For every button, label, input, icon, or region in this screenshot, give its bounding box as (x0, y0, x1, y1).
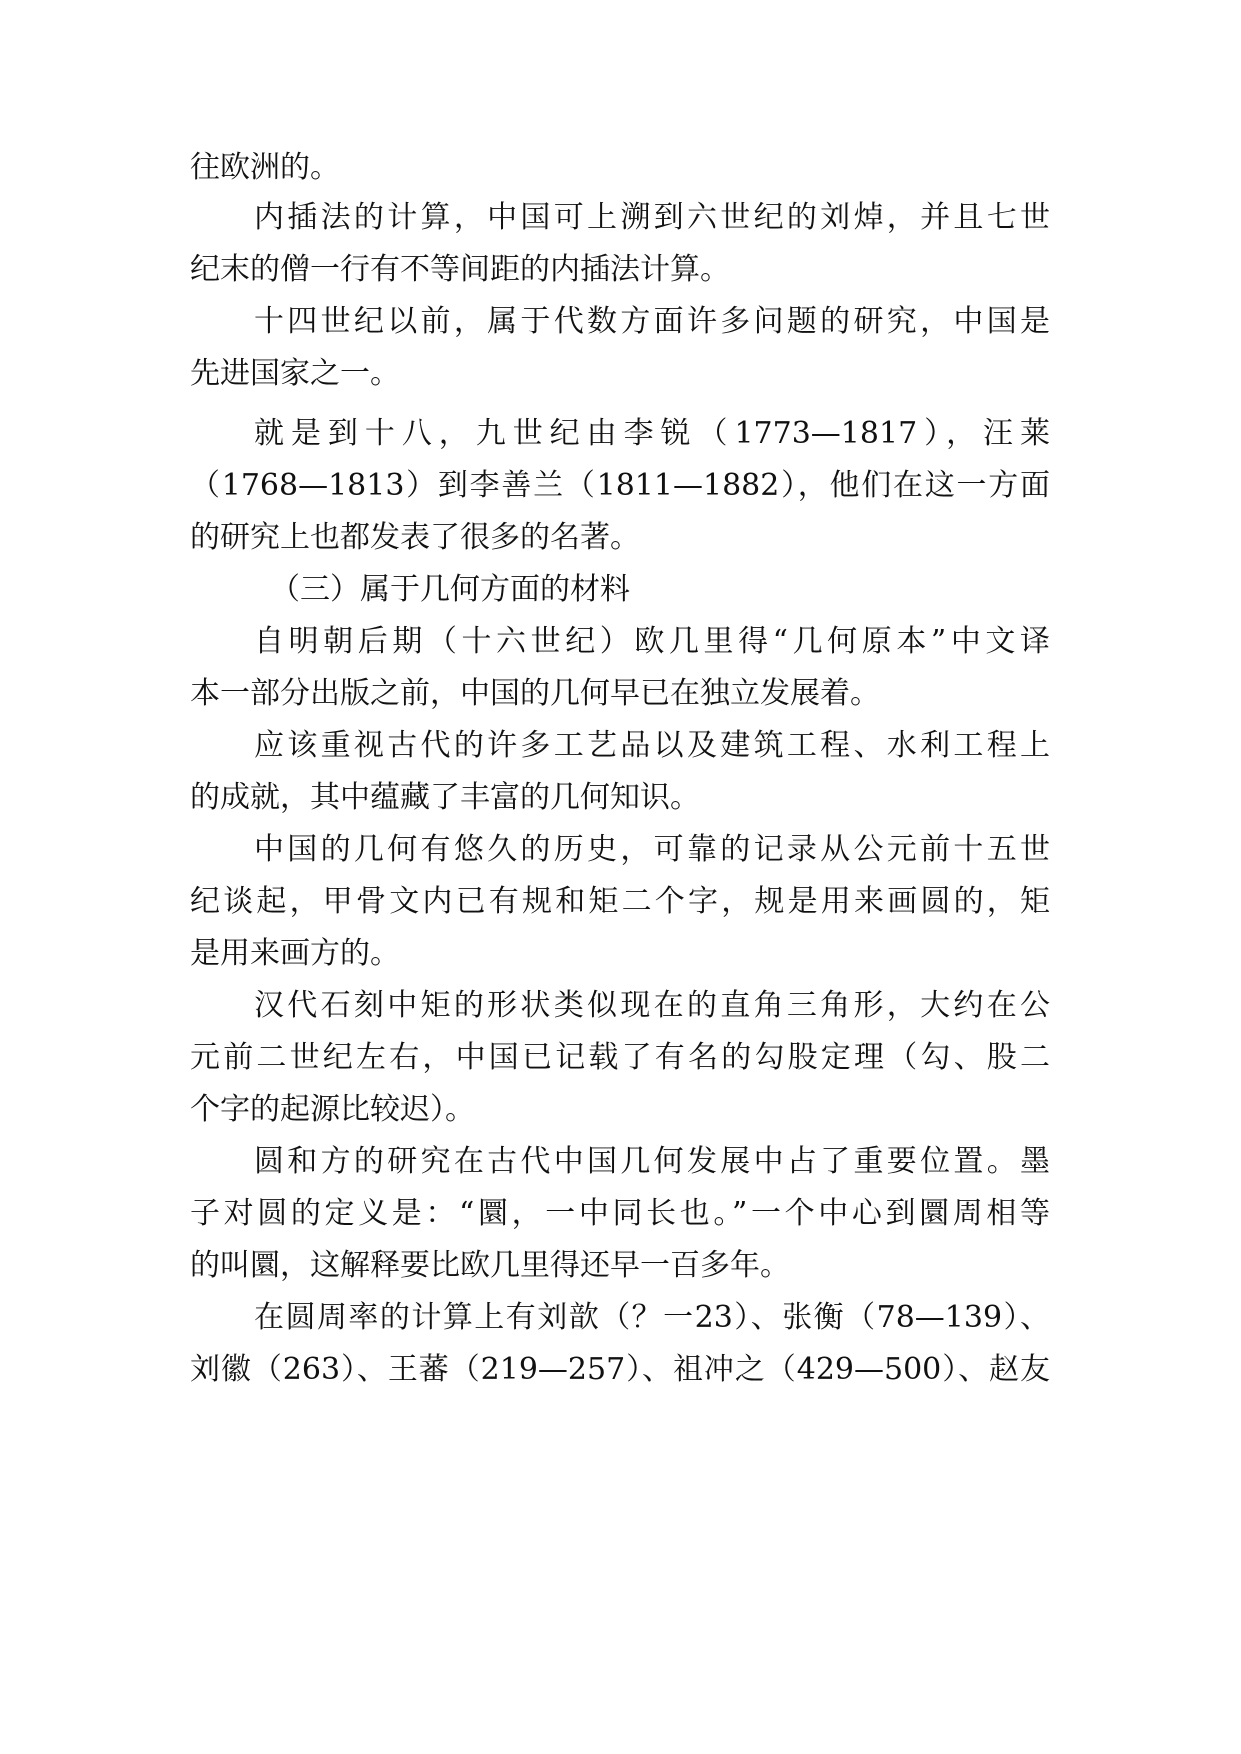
section-heading: （三）属于几何方面的材料 (270, 572, 630, 607)
text-line: 应该重视古代的许多工艺品以及建筑工程、水利工程上 (254, 728, 1050, 763)
text-line: 纪谈起，甲骨文内已有规和矩二个字，规是用来画圆的，矩 (190, 884, 1050, 919)
text-line: 个字的起源比较迟）。 (190, 1092, 475, 1127)
text-line: 子对圆的定义是：“圜，一中同长也。”一个中心到圜周相等 (190, 1196, 1050, 1231)
text-line: 的叫圜，这解释要比欧几里得还早一百多年。 (190, 1248, 790, 1283)
text-line: 汉代石刻中矩的形状类似现在的直角三角形，大约在公 (254, 988, 1050, 1023)
text-line: 本一部分出版之前，中国的几何早已在独立发展着。 (190, 676, 880, 711)
text-line: 往欧洲的。 (190, 150, 340, 185)
text-line: 中国的几何有悠久的历史，可靠的记录从公元前十五世 (254, 832, 1050, 867)
text-line: 就是到十八，九世纪由李锐（1773—1817），汪莱 (254, 416, 1050, 451)
text-line: 元前二世纪左右，中国已记载了有名的勾股定理（勾、股二 (190, 1040, 1050, 1075)
text-line: 刘徽（263）、王蕃（219—257）、祖冲之（429—500）、赵友 (190, 1352, 1050, 1387)
text-line: （1768—1813）到李善兰（1811—1882），他们在这一方面 (190, 468, 1050, 503)
text-line: 圆和方的研究在古代中国几何发展中占了重要位置。墨 (254, 1144, 1050, 1179)
text-line: 的成就，其中蕴藏了丰富的几何知识。 (190, 780, 700, 815)
text-line: 的研究上也都发表了很多的名著。 (190, 520, 640, 555)
text-line: 内插法的计算，中国可上溯到六世纪的刘焯，并且七世 (254, 200, 1050, 235)
text-line: 自明朝后期（十六世纪）欧几里得“几何原本”中文译 (254, 624, 1050, 659)
text-line: 十四世纪以前，属于代数方面许多问题的研究，中国是 (254, 304, 1050, 339)
text-line: 是用来画方的。 (190, 936, 400, 971)
text-line: 在圆周率的计算上有刘歆（？一23）、张衡（78—139）、 (254, 1300, 1050, 1335)
text-line: 纪末的僧一行有不等间距的内插法计算。 (190, 252, 730, 287)
text-line: 先进国家之一。 (190, 356, 400, 391)
